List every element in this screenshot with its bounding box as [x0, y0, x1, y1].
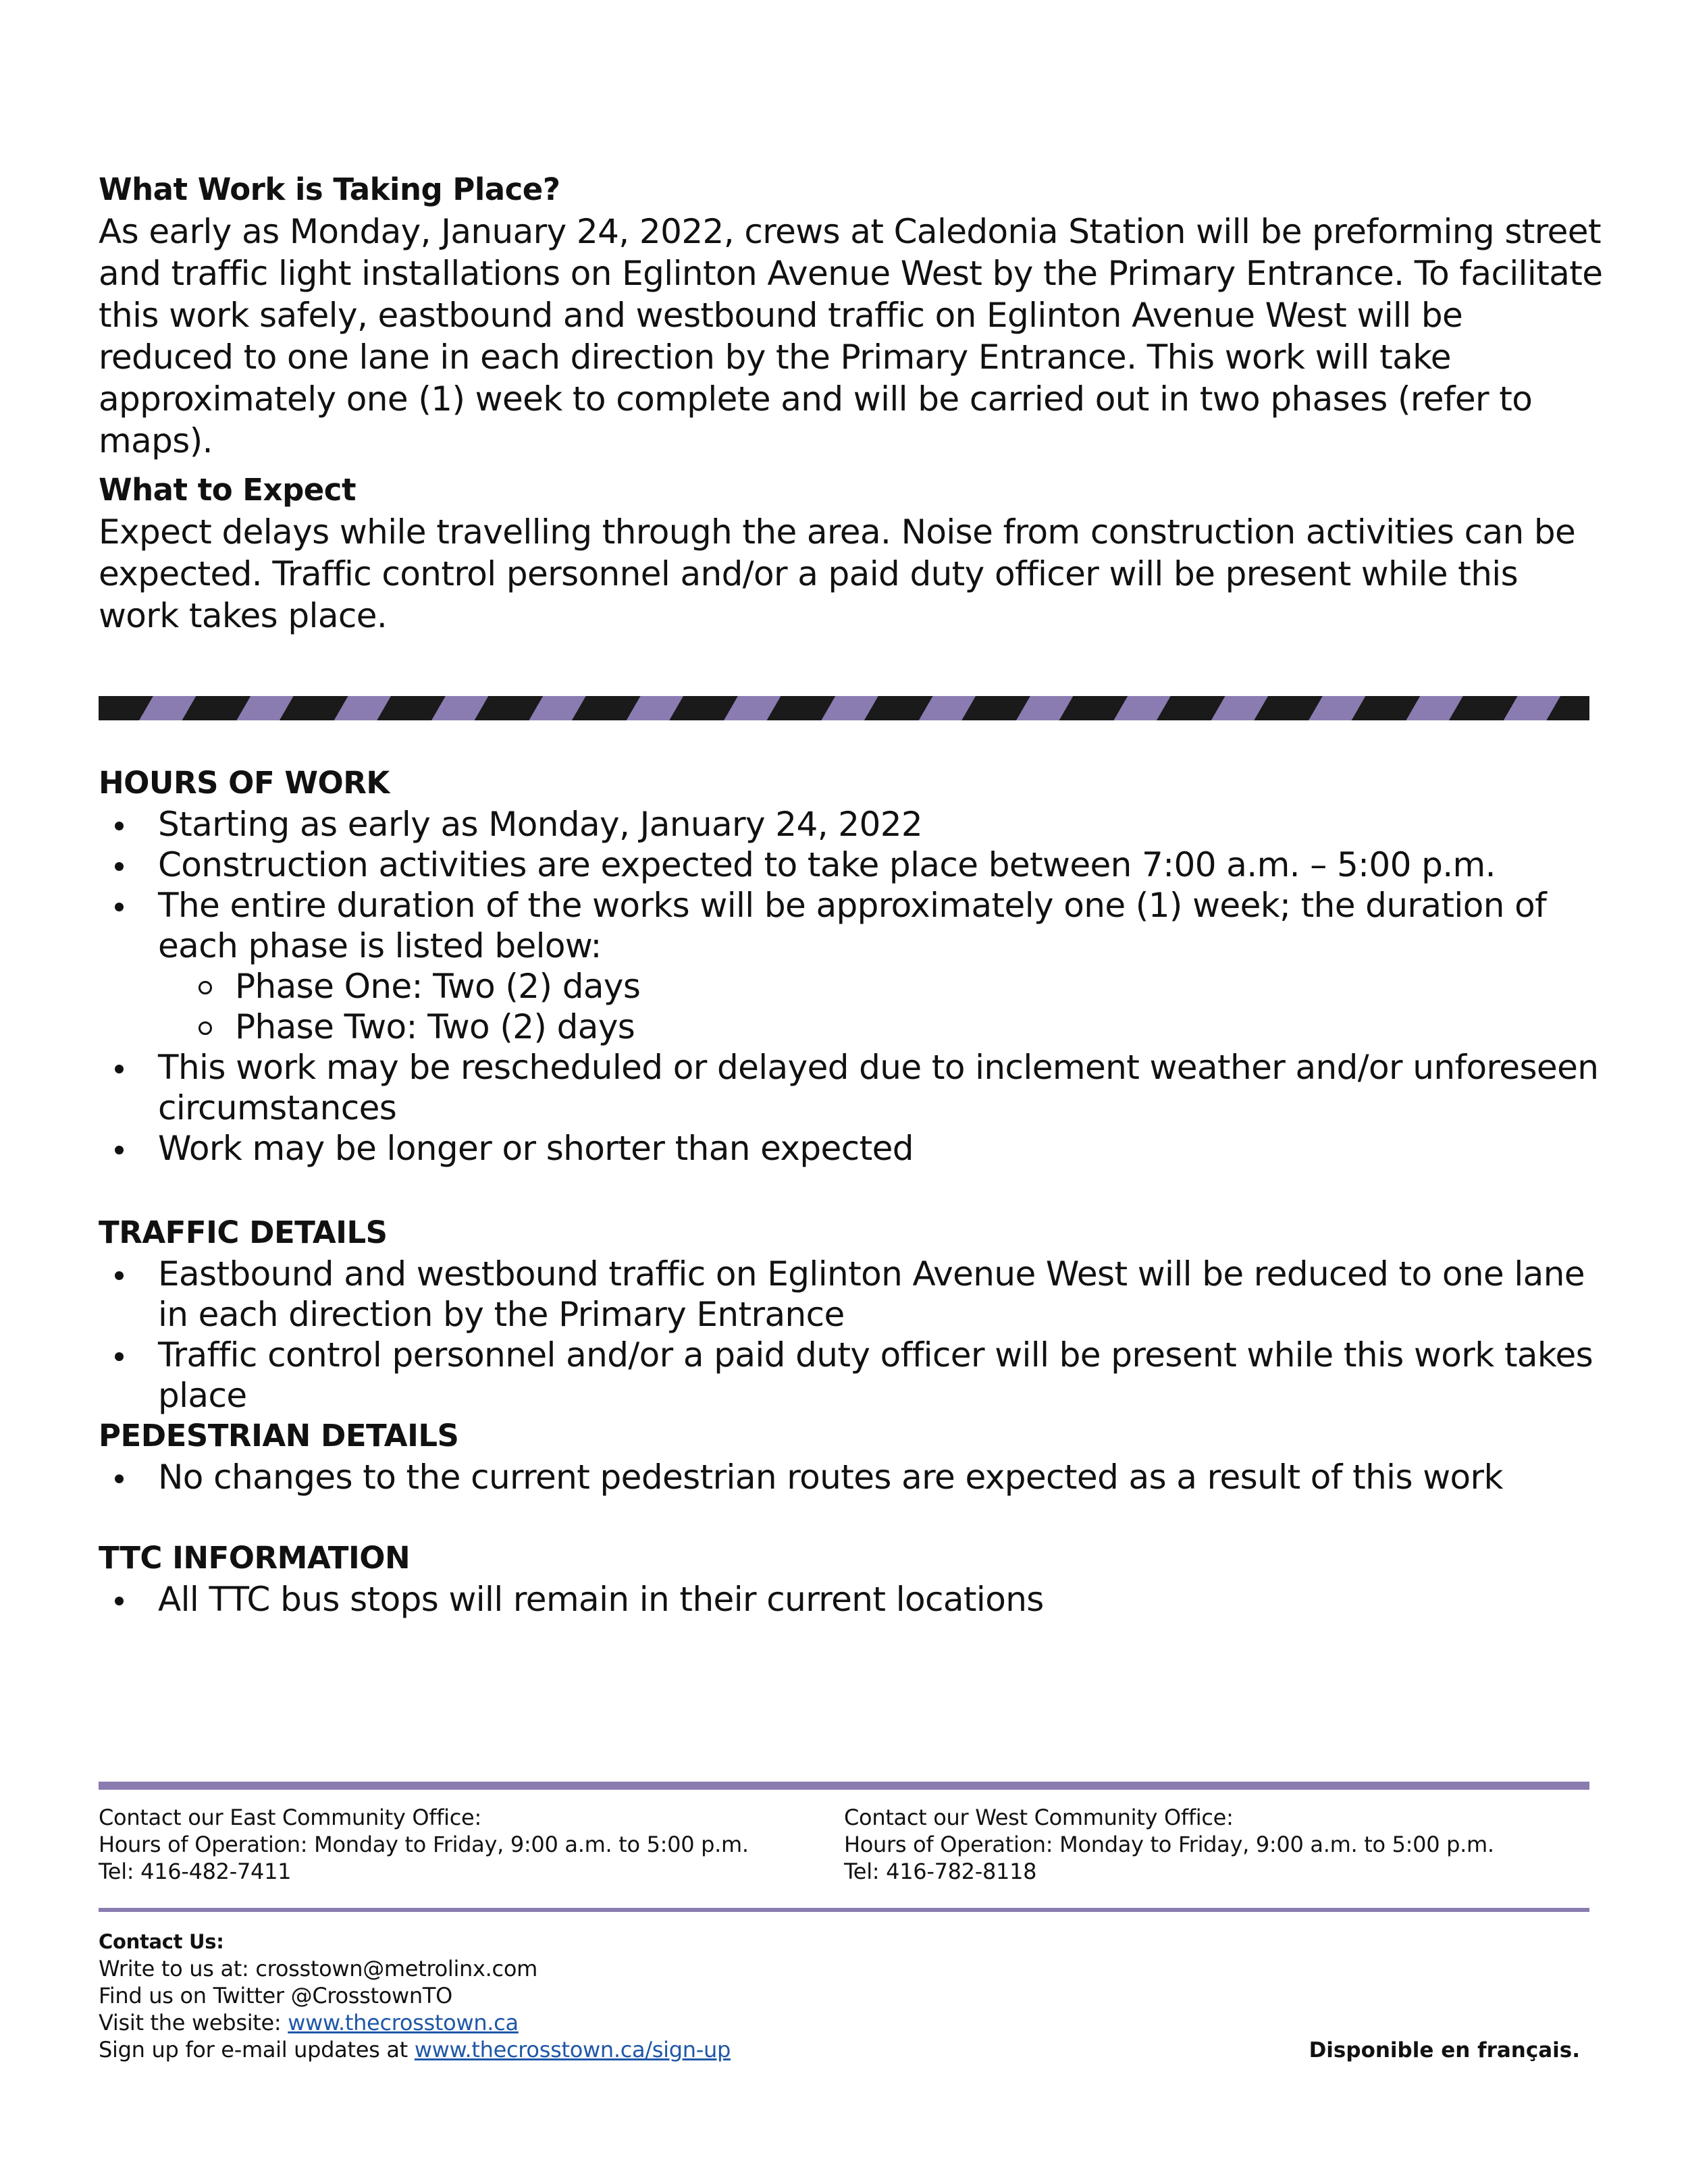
contact-twitter-line: Find us on Twitter @CrosstownTO: [99, 1983, 453, 2008]
expect-description: Expect delays while travelling through the area. Noise from construction activities can be expected. Traffic control personnel and/or a paid duty officer will be present while this work takes place.: [99, 512, 1576, 635]
list-item-text: The entire duration of the works will be approximately one (1) week; the duration of each phase is listed below:: [158, 886, 1547, 965]
signup-label: Sign up for e-mail updates at: [99, 2037, 415, 2062]
french-availability-note: Disponible en français.: [1309, 2038, 1580, 2062]
work-heading: What Work is Taking Place?: [99, 171, 560, 207]
signup-link[interactable]: www.thecrosstown.ca/sign-up: [414, 2037, 731, 2062]
traffic-heading: TRAFFIC DETAILS: [99, 1215, 388, 1250]
list-item: Starting as early as Monday, January 24, 2022: [99, 804, 1611, 845]
footer-top-rule: [99, 1782, 1589, 1790]
contact-us-title: Contact Us:: [99, 1930, 224, 1953]
traffic-details-section: [99, 1212, 1611, 1416]
phase-item: Phase Two: Two (2) days: [158, 1007, 1611, 1047]
west-office-contact: [844, 1804, 1587, 1885]
contact-website-line: [99, 2009, 1179, 2036]
website-link[interactable]: www.thecrosstown.ca: [288, 2010, 519, 2035]
hours-of-work-section: [99, 762, 1611, 1169]
list-item: This work may be rescheduled or delayed due to inclement weather and/or unforeseen circumstances: [99, 1047, 1611, 1128]
list-item: Work may be longer or shorter than expected: [99, 1128, 1611, 1169]
contact-email-line: Write to us at: crosstown@metrolinx.com: [99, 1956, 537, 1981]
expect-heading: What to Expect: [99, 472, 356, 508]
contact-signup-line: [99, 2036, 1179, 2063]
west-office-phone: Tel: 416-782-8118: [844, 1859, 1037, 1884]
west-office-hours: Hours of Operation: Monday to Friday, 9:00 a.m. to 5:00 p.m.: [844, 1832, 1494, 1857]
pedestrian-heading: PEDESTRIAN DETAILS: [99, 1418, 459, 1454]
website-label: Visit the website:: [99, 2010, 288, 2035]
east-office-title: Contact our East Community Office:: [99, 1805, 481, 1830]
list-item: Eastbound and westbound traffic on Eglinton Avenue West will be reduced to one lane in each direction by the Primary Entrance: [99, 1254, 1611, 1335]
hours-list: [99, 804, 1611, 1169]
ttc-information-section: [99, 1537, 1611, 1620]
traffic-list: [99, 1254, 1611, 1416]
ttc-list: [99, 1579, 1611, 1620]
hours-heading: HOURS OF WORK: [99, 765, 390, 801]
west-office-title: Contact our West Community Office:: [844, 1805, 1234, 1830]
list-item: [99, 885, 1611, 1047]
pedestrian-details-section: [99, 1415, 1611, 1497]
contact-us-block: [99, 1928, 1179, 2063]
work-description: As early as Monday, January 24, 2022, crews at Caledonia Station will be preforming street and traffic light installations on Eglinton Avenue West by the Primary Entrance. To facilitate this work safely, eastbound and westbound traffic on Eglinton Avenue West will be reduced to one lane in each direction by the Primary Entrance. This work will take approximately one (1) week to complete and will be carried out in two phases (refer to maps).: [99, 212, 1603, 460]
footer-divider-rule: [99, 1908, 1589, 1912]
work-section: [99, 169, 1604, 462]
ttc-heading: TTC INFORMATION: [99, 1540, 411, 1576]
phase-item: Phase One: Two (2) days: [158, 966, 1611, 1007]
list-item: Construction activities are expected to take place between 7:00 a.m. – 5:00 p.m.: [99, 845, 1611, 885]
east-office-phone: Tel: 416-482-7411: [99, 1859, 292, 1884]
expect-section: [99, 469, 1604, 637]
east-office-contact: [99, 1804, 828, 1885]
list-item: No changes to the current pedestrian routes are expected as a result of this work: [99, 1457, 1611, 1497]
pedestrian-list: [99, 1457, 1611, 1497]
list-item: Traffic control personnel and/or a paid duty officer will be present while this work takes place: [99, 1335, 1611, 1416]
east-office-hours: Hours of Operation: Monday to Friday, 9:00 a.m. to 5:00 p.m.: [99, 1832, 749, 1857]
list-item: All TTC bus stops will remain in their current locations: [99, 1579, 1611, 1620]
phase-list: [158, 966, 1611, 1047]
construction-stripe-divider: [99, 696, 1589, 720]
